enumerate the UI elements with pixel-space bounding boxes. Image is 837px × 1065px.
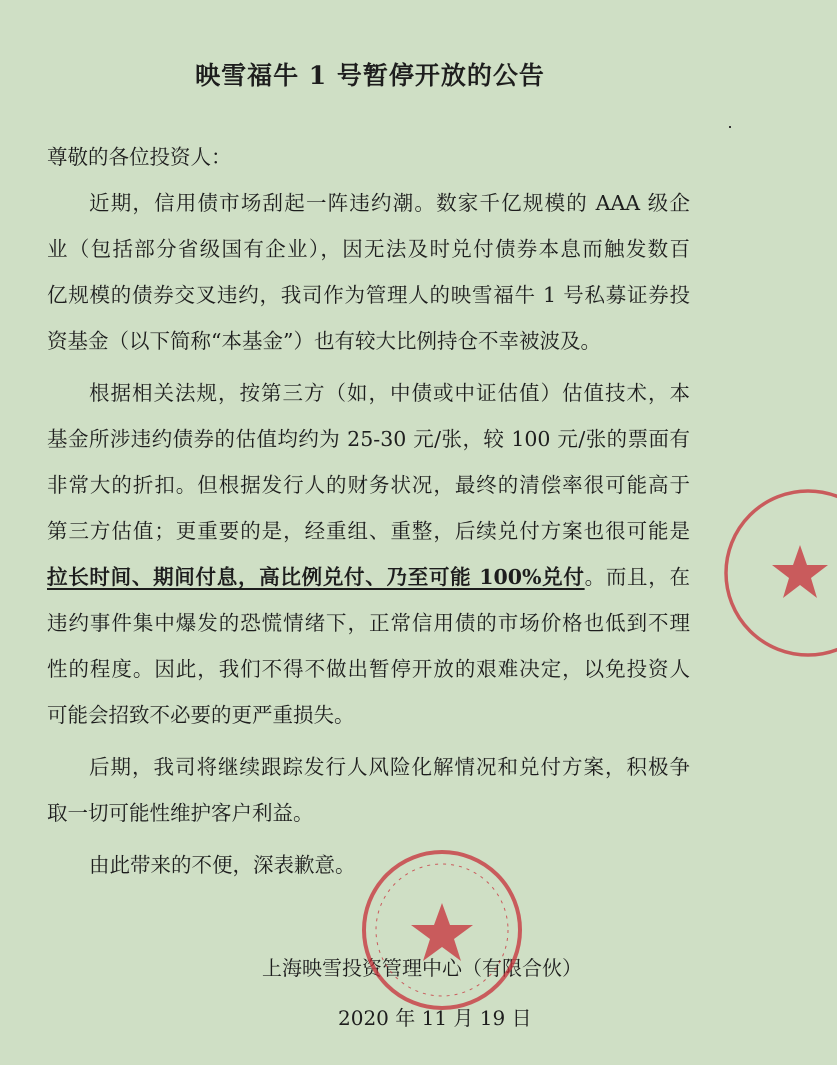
partial-seal bbox=[718, 485, 837, 660]
paragraph-3 bbox=[47, 744, 690, 836]
text-line bbox=[47, 554, 690, 600]
page-title: 映雪福牛 1 号暂停开放的公告 bbox=[195, 61, 545, 90]
text-line: 取一切可能性维护客户利益。 bbox=[47, 801, 314, 825]
text-line: 违约事件集中爆发的恐慌情绪下，正常信用债的市场价格也低到不理 bbox=[47, 611, 690, 635]
signature: 上海映雪投资管理中心（有限合伙） bbox=[262, 956, 582, 980]
text-line: 第三方估值；更重要的是，经重组、重整，后续兑付方案也很可能是 bbox=[47, 519, 690, 543]
text-line: 可能会招致不必要的更严重损失。 bbox=[47, 703, 355, 727]
star-icon bbox=[411, 903, 473, 961]
paragraph-2 bbox=[47, 370, 690, 738]
company-seal bbox=[357, 845, 527, 1015]
date: 2020 年 11 月 19 日 bbox=[338, 1006, 532, 1030]
paragraph-1 bbox=[47, 180, 690, 364]
text-line: 根据相关法规，按第三方（如，中债或中证估值）估值技术，本 bbox=[89, 381, 690, 405]
text-line: 由此带来的不便，深表歉意。 bbox=[89, 853, 356, 877]
text-line: 非常大的折扣。但根据发行人的财务状况，最终的清偿率很可能高于 bbox=[47, 473, 690, 497]
text-line: 资基金（以下简称“本基金”）也有较大比例持仓不幸被波及。 bbox=[47, 329, 601, 353]
text-line: 亿规模的债券交叉违约，我司作为管理人的映雪福牛 1 号私募证券投 bbox=[47, 283, 690, 307]
text-line: 后期，我司将继续跟踪发行人风险化解情况和兑付方案，积极争 bbox=[89, 755, 690, 779]
star-icon bbox=[772, 545, 828, 598]
emphasis-tail: 。而且，在 bbox=[584, 565, 690, 589]
document-body bbox=[47, 134, 690, 888]
text-line: 业（包括部分省级国有企业），因无法及时兑付债券本息而触发数百 bbox=[47, 237, 690, 261]
text-line: 性的程度。因此，我们不得不做出暂停开放的艰难决定，以免投资人 bbox=[47, 657, 690, 681]
greeting: 尊敬的各位投资人： bbox=[47, 145, 232, 169]
text-line: 基金所涉违约债券的估值均约为 25-30 元/张，较 100 元/张的票面有 bbox=[47, 427, 690, 451]
emphasis-text: 拉长时间、期间付息，高比例兑付、乃至可能 100%兑付 bbox=[47, 565, 585, 589]
speck bbox=[729, 126, 731, 128]
text-line: 近期，信用债市场刮起一阵违约潮。数家千亿规模的 AAA 级企 bbox=[89, 191, 690, 215]
